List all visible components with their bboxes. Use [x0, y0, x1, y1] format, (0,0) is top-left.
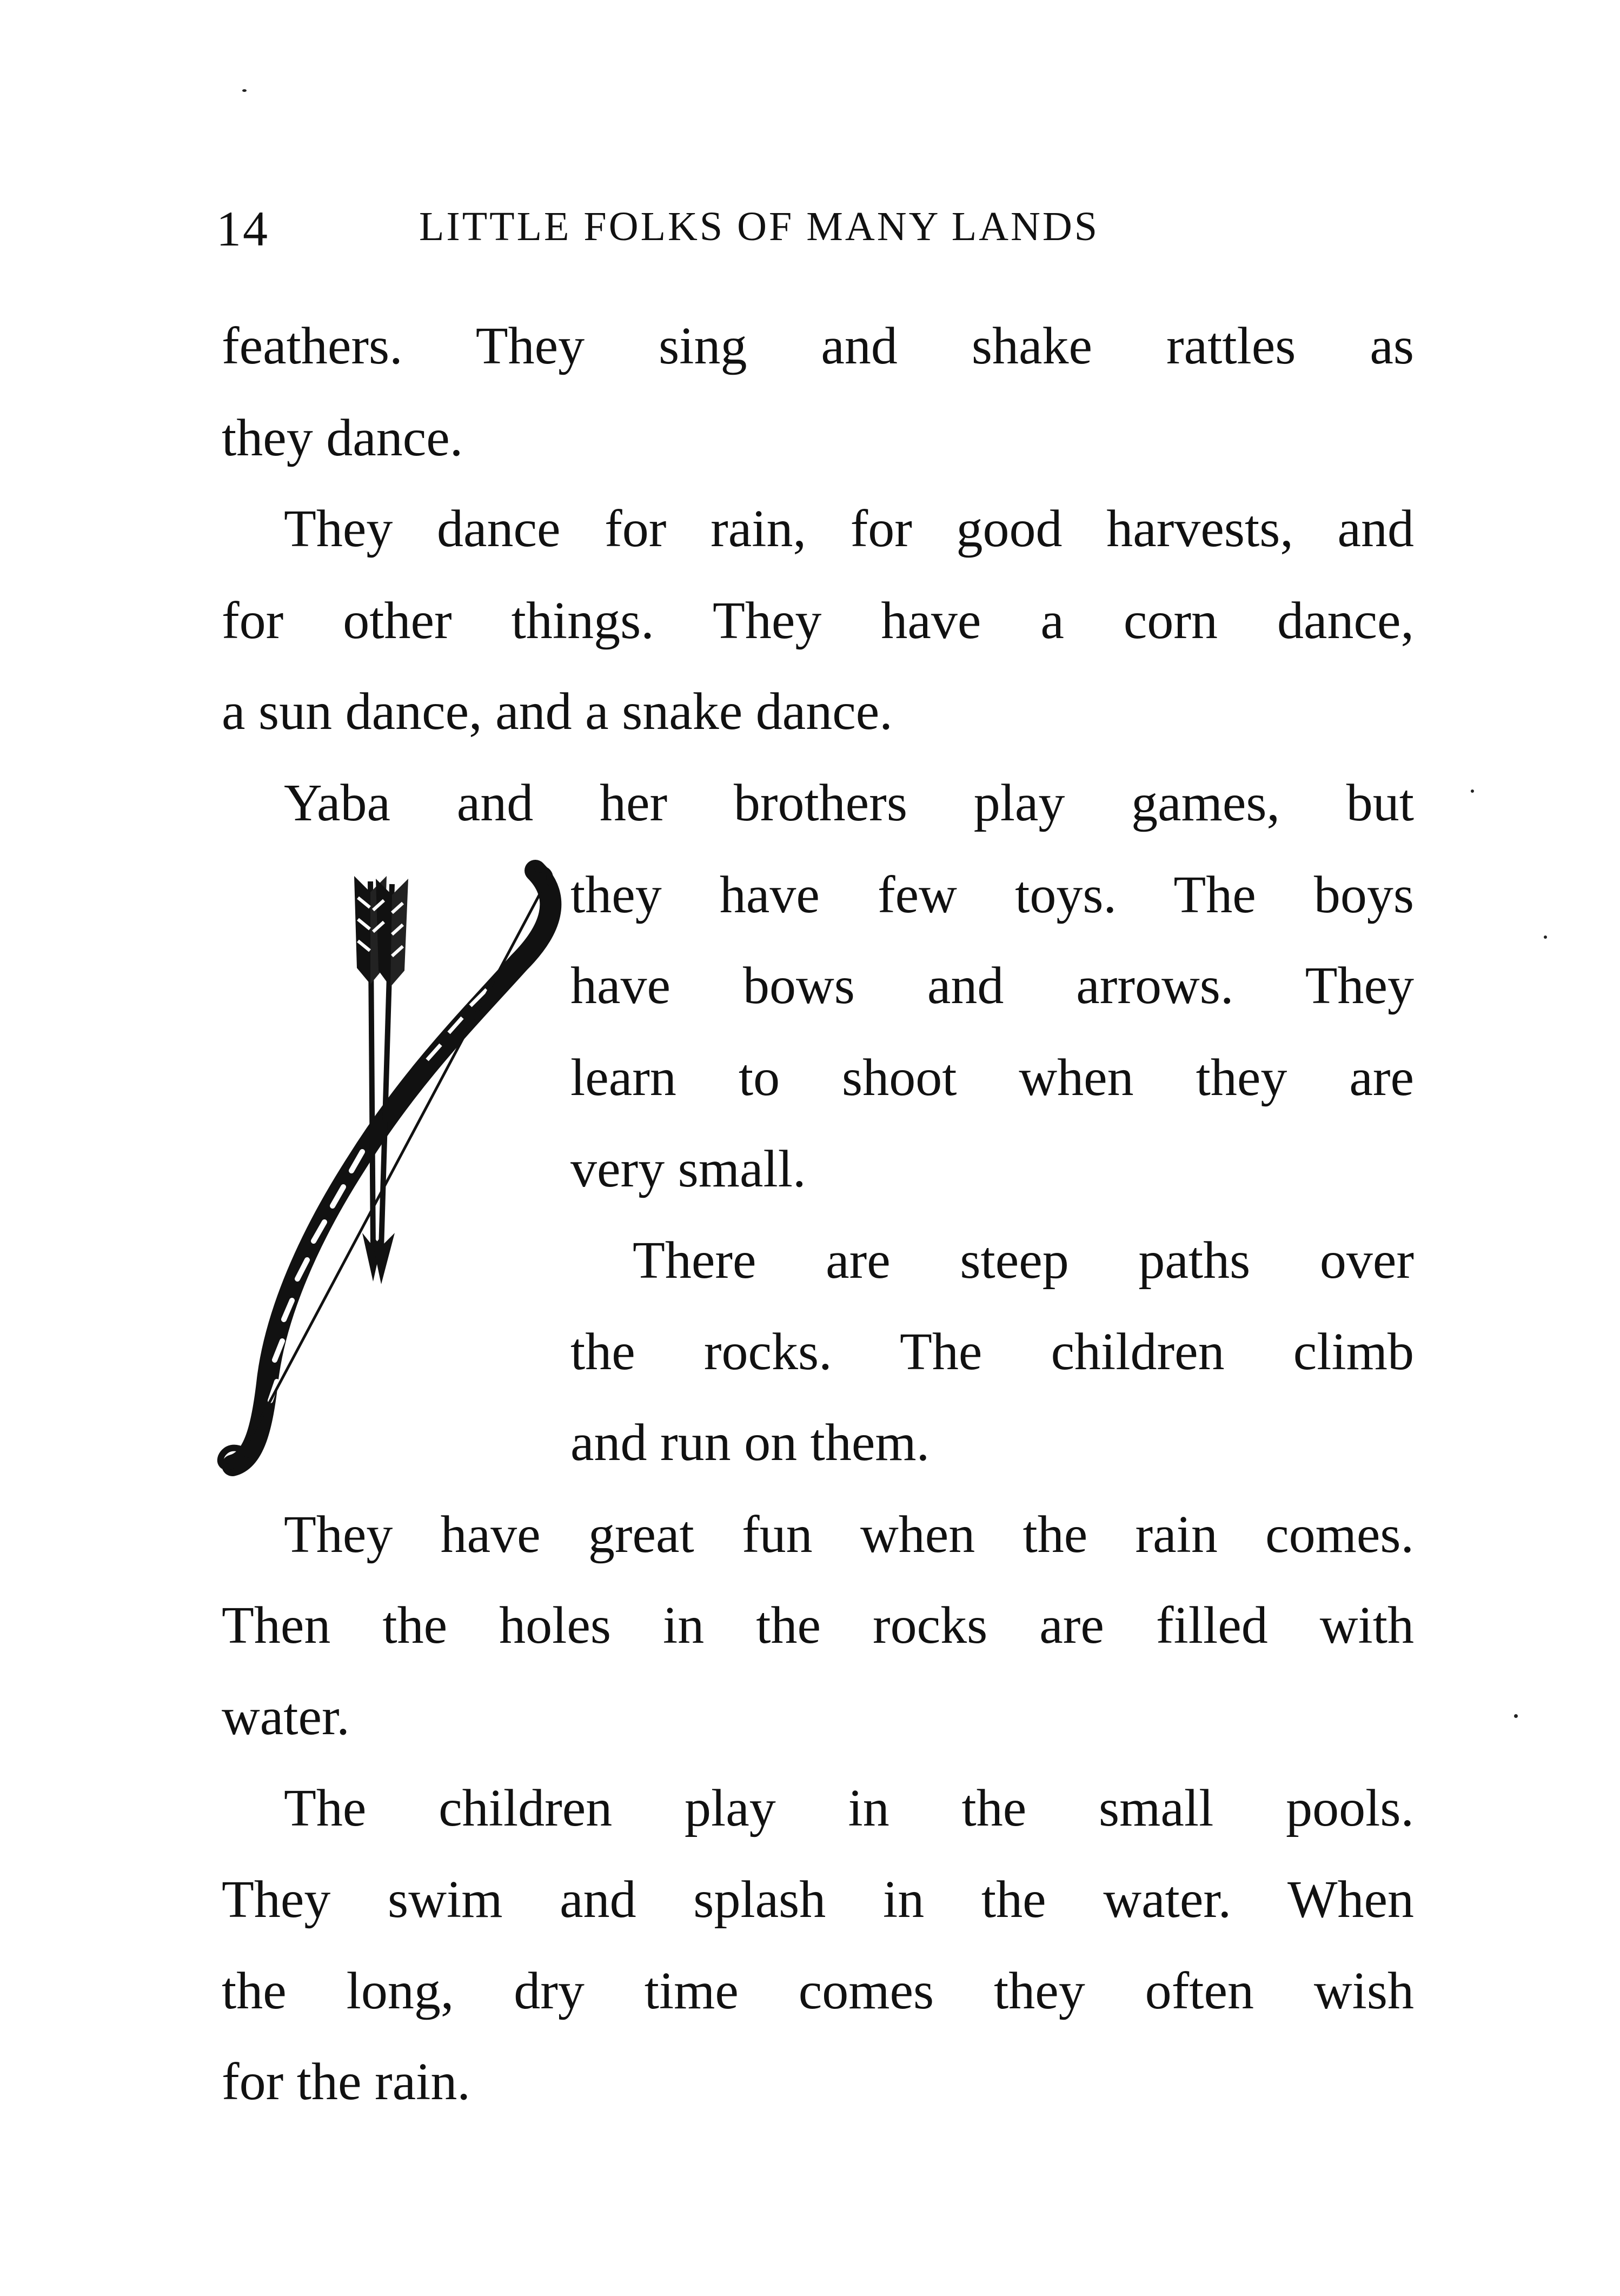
text-line: for other things. They have a corn dance,	[222, 592, 1414, 650]
text-line: water.	[222, 1688, 350, 1746]
text-line: they dance.	[222, 409, 463, 467]
text-line: They swim and splash in the water. When	[222, 1870, 1414, 1929]
bow-and-arrows-icon	[216, 860, 562, 1498]
text-line: The children play in the small pools.	[284, 1779, 1414, 1837]
text-line: the long, dry time comes they often wish	[222, 1962, 1414, 2020]
text-line: Yaba and her brothers play games, but	[284, 774, 1414, 832]
text-line: and run on them.	[570, 1414, 930, 1472]
text-line: feathers. They sing and shake rattles as	[222, 317, 1414, 375]
page-header	[216, 200, 1422, 260]
print-speck	[1544, 935, 1547, 939]
text-line: There are steep paths over	[633, 1231, 1414, 1290]
text-line: Then the holes in the rocks are filled with	[222, 1596, 1414, 1655]
text-line: learn to shoot when they are	[570, 1049, 1414, 1107]
text-line: a sun dance, and a snake dance.	[222, 682, 893, 741]
text-line: the rocks. The children climb	[570, 1323, 1414, 1381]
text-line: they have few toys. The boys	[570, 866, 1414, 924]
text-line: for the rain.	[222, 2053, 470, 2111]
print-speck	[1471, 789, 1474, 793]
running-title: LITTLE FOLKS OF MANY LANDS	[419, 204, 1100, 249]
print-speck	[242, 89, 247, 92]
page-number: 14	[216, 201, 269, 256]
text-line: very small.	[570, 1140, 806, 1198]
text-line: They have great fun when the rain comes.	[284, 1505, 1414, 1564]
print-speck	[1514, 1714, 1518, 1718]
text-line: They dance for rain, for good harvests, and	[284, 500, 1414, 558]
text-line: have bows and arrows. They	[570, 957, 1414, 1015]
